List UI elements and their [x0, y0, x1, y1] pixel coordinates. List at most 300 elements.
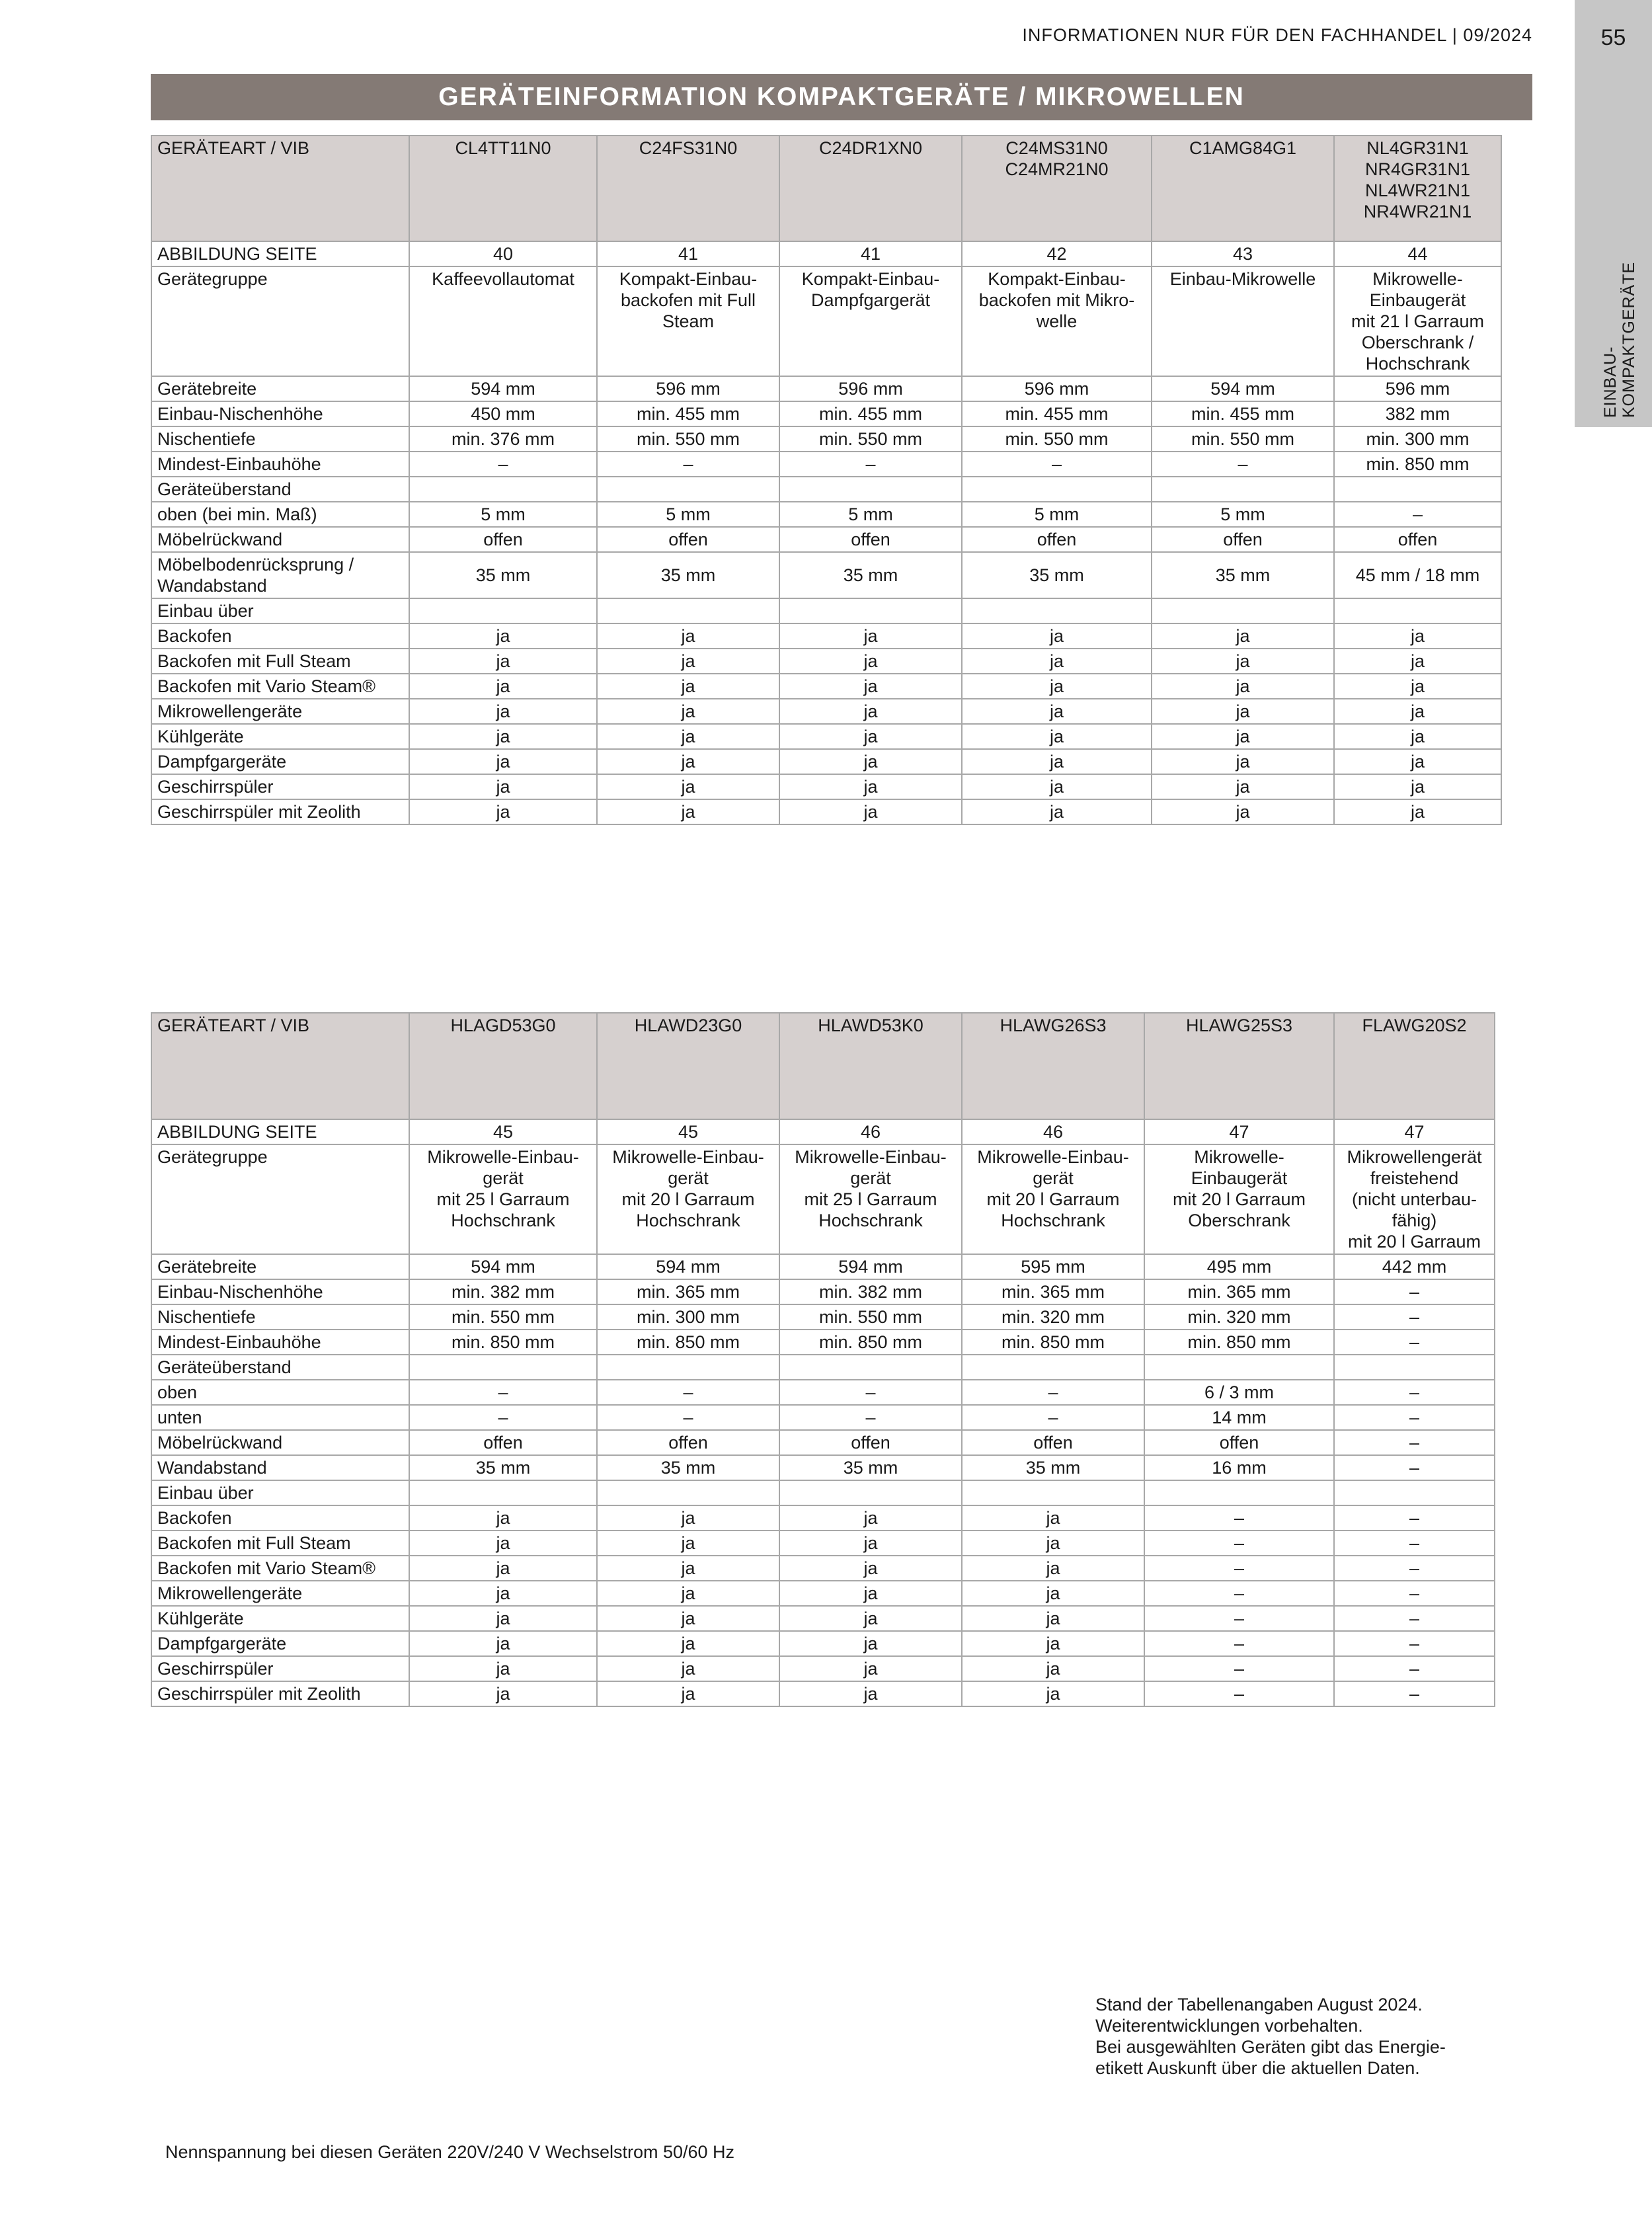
cell-line: Mikrowellengerät — [1347, 1147, 1482, 1167]
table-row — [151, 1606, 1495, 1631]
table-row — [151, 1631, 1495, 1656]
value-cell: – — [1144, 1581, 1334, 1606]
cell-line: Oberschrank — [1188, 1211, 1290, 1230]
value-cell: ja — [1152, 724, 1334, 749]
value-cell — [409, 598, 597, 623]
value-cell: ja — [962, 699, 1152, 724]
table-row — [151, 1531, 1495, 1556]
value-cell: ja — [779, 1606, 962, 1631]
value-cell: ja — [1152, 699, 1334, 724]
value-cell: – — [1334, 1556, 1495, 1581]
table-row — [151, 1556, 1495, 1581]
value-cell: ja — [1334, 749, 1501, 774]
value-cell: min. 455 mm — [779, 401, 962, 426]
value-cell: ja — [962, 1531, 1144, 1556]
value-cell — [409, 477, 597, 502]
footnote-line: Stand der Tabellenangaben August 2024. — [1095, 1995, 1423, 2014]
value-cell: 6 / 3 mm — [1144, 1380, 1334, 1405]
cell-line: backofen mit Full — [620, 290, 756, 310]
value-cell: ja — [597, 1656, 779, 1681]
value-cell — [962, 1355, 1144, 1380]
value-cell: offen — [597, 1430, 779, 1455]
row-label-cell — [151, 552, 409, 598]
row-label-cell: Gerätegruppe — [151, 1144, 409, 1254]
cell-line: C24FS31N0 — [639, 138, 738, 158]
value-cell: 35 mm — [779, 1455, 962, 1480]
row-label-cell: Geschirrspüler — [151, 1656, 409, 1681]
value-cell: ja — [779, 1681, 962, 1706]
table-row — [151, 1656, 1495, 1681]
value-cell: – — [1334, 1681, 1495, 1706]
table-row — [151, 1480, 1495, 1505]
row-label-cell: Wandabstand — [151, 1455, 409, 1480]
value-cell: ja — [597, 699, 779, 724]
value-cell: – — [1334, 1304, 1495, 1330]
table-row — [151, 623, 1501, 649]
value-cell: ja — [1334, 724, 1501, 749]
value-cell: – — [1144, 1656, 1334, 1681]
value-cell: ja — [409, 799, 597, 824]
value-cell: 594 mm — [409, 376, 597, 401]
value-cell: 43 — [1152, 241, 1334, 266]
model-header-cell — [409, 136, 597, 241]
row-label-cell: Mindest-Einbauhöhe — [151, 452, 409, 477]
row-label-cell: oben (bei min. Maß) — [151, 502, 409, 527]
cell-line: welle — [1036, 311, 1078, 331]
value-cell: ja — [409, 674, 597, 699]
value-cell: 5 mm — [962, 502, 1152, 527]
value-cell: ja — [1152, 649, 1334, 674]
table-row — [151, 674, 1501, 699]
value-cell — [1334, 1355, 1495, 1380]
value-cell: ja — [779, 799, 962, 824]
value-cell — [779, 1480, 962, 1505]
value-cell: ja — [409, 1681, 597, 1706]
cell-line: Mikrowelle- — [1194, 1147, 1284, 1167]
cell-line: mit 25 l Garraum — [436, 1189, 570, 1209]
cell-line: gerät — [483, 1168, 524, 1188]
cell-line: Dampfgargerät — [810, 290, 931, 310]
cell-line: gerät — [668, 1168, 709, 1188]
value-cell: min. 382 mm — [409, 1279, 597, 1304]
row-label-cell: Geräteüberstand — [151, 477, 409, 502]
value-cell: 5 mm — [1152, 502, 1334, 527]
row-label-cell: unten — [151, 1405, 409, 1430]
row-label-cell: Backofen mit Vario Steam® — [151, 674, 409, 699]
value-cell: 47 — [1334, 1119, 1495, 1144]
value-cell: 596 mm — [779, 376, 962, 401]
value-cell: 42 — [962, 241, 1152, 266]
row-label-cell: Möbelrückwand — [151, 527, 409, 552]
table-row — [151, 1681, 1495, 1706]
value-cell — [597, 598, 779, 623]
value-cell — [779, 1355, 962, 1380]
table-row — [151, 266, 1501, 376]
value-cell: 47 — [1144, 1119, 1334, 1144]
value-cell: – — [409, 452, 597, 477]
value-cell: ja — [409, 623, 597, 649]
value-cell: 14 mm — [1144, 1405, 1334, 1430]
table-row — [151, 452, 1501, 477]
row-label-cell: Mikrowellengeräte — [151, 1581, 409, 1606]
table-row — [151, 376, 1501, 401]
value-cell: offen — [779, 527, 962, 552]
row-label-cell: Dampfgargeräte — [151, 749, 409, 774]
cell-line: C1AMG84G1 — [1189, 138, 1297, 158]
value-cell: – — [962, 1405, 1144, 1430]
value-cell: ja — [962, 1631, 1144, 1656]
header-text: INFORMATIONEN NUR FÜR DEN FACHHANDEL | 09/2024 — [1022, 25, 1532, 45]
value-cell: – — [1334, 1279, 1495, 1304]
value-cell: min. 455 mm — [1152, 401, 1334, 426]
value-cell: 382 mm — [1334, 401, 1501, 426]
value-cell: ja — [597, 1606, 779, 1631]
side-label-line: EINBAU- — [1601, 346, 1620, 418]
cell-line: HLAGD53G0 — [450, 1015, 556, 1035]
value-cell: ja — [597, 774, 779, 799]
value-cell: offen — [1152, 527, 1334, 552]
value-cell: 45 — [597, 1119, 779, 1144]
side-label-line: KOMPAKTGERÄTE — [1620, 261, 1638, 418]
model-header-cell — [1144, 1013, 1334, 1119]
value-cell: 596 mm — [962, 376, 1152, 401]
footnote-line: etikett Auskunft über die aktuellen Daten. — [1095, 2058, 1420, 2078]
value-cell: ja — [409, 649, 597, 674]
cell-line: Hochschrank — [1001, 1211, 1105, 1230]
footnote-line: Weiterentwicklungen vorbehalten. — [1095, 2016, 1363, 2036]
value-cell: ja — [779, 724, 962, 749]
table-row — [151, 1254, 1495, 1279]
value-cell: – — [1334, 1505, 1495, 1531]
cell-line: Kompakt-Einbau- — [988, 269, 1126, 289]
cell-line: C24MR21N0 — [1005, 159, 1109, 179]
value-cell — [1144, 1480, 1334, 1505]
value-cell — [962, 598, 1152, 623]
value-cell: 595 mm — [962, 1254, 1144, 1279]
value-cell: 442 mm — [1334, 1254, 1495, 1279]
value-cell: 41 — [597, 241, 779, 266]
value-cell: ja — [962, 799, 1152, 824]
value-cell: min. 850 mm — [409, 1330, 597, 1355]
value-cell: 35 mm — [779, 552, 962, 598]
value-cell: 35 mm — [409, 1455, 597, 1480]
row-label-cell: Einbau-Nischenhöhe — [151, 401, 409, 426]
value-cell: min. 300 mm — [597, 1304, 779, 1330]
side-section-label — [1601, 262, 1638, 418]
row-label-cell: oben — [151, 1380, 409, 1405]
value-cell: ja — [409, 749, 597, 774]
cell-line: mit 20 l Garraum — [986, 1189, 1120, 1209]
table-row — [151, 774, 1501, 799]
table-row — [151, 1430, 1495, 1455]
row-label-cell: Geschirrspüler mit Zeolith — [151, 799, 409, 824]
row-label-cell: Geschirrspüler mit Zeolith — [151, 1681, 409, 1706]
cell-line: fähig) — [1392, 1211, 1437, 1230]
value-cell — [962, 1480, 1144, 1505]
value-cell — [1334, 1144, 1495, 1254]
value-cell: – — [779, 1405, 962, 1430]
row-label-cell: Backofen — [151, 1505, 409, 1531]
value-cell: – — [409, 1405, 597, 1430]
value-cell: 35 mm — [962, 552, 1152, 598]
cell-line: Hochschrank — [451, 1211, 555, 1230]
table-row — [151, 401, 1501, 426]
value-cell: ja — [1334, 623, 1501, 649]
row-label-cell: Nischentiefe — [151, 426, 409, 452]
cell-line: Kompakt-Einbau- — [801, 269, 940, 289]
row-label-cell: Backofen mit Vario Steam® — [151, 1556, 409, 1581]
value-cell: 594 mm — [1152, 376, 1334, 401]
value-cell: ja — [779, 623, 962, 649]
value-cell: ja — [1334, 649, 1501, 674]
value-cell — [1334, 1480, 1495, 1505]
cell-line: HLAWD23G0 — [634, 1015, 742, 1035]
value-cell: – — [1334, 1380, 1495, 1405]
value-cell: ja — [409, 774, 597, 799]
cell-line: Einbaugerät — [1191, 1168, 1288, 1188]
value-cell: ja — [409, 1656, 597, 1681]
cell-line: Steam — [662, 311, 715, 331]
value-cell: offen — [597, 527, 779, 552]
value-cell: ja — [409, 724, 597, 749]
value-cell: – — [1334, 1606, 1495, 1631]
value-cell: ja — [409, 1556, 597, 1581]
table-row — [151, 724, 1501, 749]
value-cell: – — [1144, 1531, 1334, 1556]
spec-table-2 — [151, 1012, 1495, 1707]
value-cell: – — [1144, 1505, 1334, 1531]
value-cell: ja — [1152, 749, 1334, 774]
value-cell: ja — [962, 1681, 1144, 1706]
value-cell: 16 mm — [1144, 1455, 1334, 1480]
value-cell — [597, 266, 779, 376]
cell-line: gerät — [850, 1168, 891, 1188]
value-cell: min. 550 mm — [779, 426, 962, 452]
cell-line: CL4TT11N0 — [455, 138, 551, 158]
model-header-cell — [1152, 136, 1334, 241]
table-row — [151, 552, 1501, 598]
value-cell: ja — [779, 1656, 962, 1681]
value-cell: ja — [779, 649, 962, 674]
cell-line: Hochschrank — [636, 1211, 740, 1230]
value-cell: min. 320 mm — [962, 1304, 1144, 1330]
value-cell: ja — [962, 1606, 1144, 1631]
table-row — [151, 1455, 1495, 1480]
cell-line: Mikrowelle-Einbau- — [977, 1147, 1129, 1167]
value-cell: ja — [779, 699, 962, 724]
value-cell — [962, 266, 1152, 376]
value-cell — [597, 1355, 779, 1380]
value-cell: – — [1334, 1405, 1495, 1430]
value-cell: ja — [597, 1556, 779, 1581]
value-cell: ja — [409, 1631, 597, 1656]
value-cell: 35 mm — [597, 1455, 779, 1480]
cell-line: NR4WR21N1 — [1363, 202, 1472, 221]
row-label-cell: Kühlgeräte — [151, 724, 409, 749]
table-row — [151, 1505, 1495, 1531]
value-cell: ja — [597, 649, 779, 674]
model-header-cell — [597, 1013, 779, 1119]
row-label-cell: Kühlgeräte — [151, 1606, 409, 1631]
voltage-note: Nennspannung bei diesen Geräten 220V/240 V Wechselstrom 50/60 Hz — [165, 2142, 735, 2162]
value-cell: min. 300 mm — [1334, 426, 1501, 452]
cell-line: NL4WR21N1 — [1364, 180, 1471, 200]
value-cell: min. 850 mm — [779, 1330, 962, 1355]
value-cell: min. 365 mm — [962, 1279, 1144, 1304]
value-cell — [962, 477, 1152, 502]
value-cell: ja — [779, 1556, 962, 1581]
row-label-cell: Gerätebreite — [151, 376, 409, 401]
row-label-cell: ABBILDUNG SEITE — [151, 241, 409, 266]
value-cell: ja — [962, 1556, 1144, 1581]
cell-line: mit 25 l Garraum — [804, 1189, 937, 1209]
value-cell: min. 550 mm — [779, 1304, 962, 1330]
value-cell: 596 mm — [597, 376, 779, 401]
value-cell: 35 mm — [597, 552, 779, 598]
cell-line: Wandabstand — [157, 576, 267, 596]
value-cell: 35 mm — [962, 1455, 1144, 1480]
table-row — [151, 1405, 1495, 1430]
model-header-cell — [1334, 136, 1501, 241]
value-cell: 5 mm — [597, 502, 779, 527]
value-cell: ja — [1152, 674, 1334, 699]
value-cell: ja — [1334, 774, 1501, 799]
value-cell: 44 — [1334, 241, 1501, 266]
value-cell: min. 550 mm — [409, 1304, 597, 1330]
value-cell — [779, 477, 962, 502]
value-cell: ja — [962, 1505, 1144, 1531]
value-cell — [597, 477, 779, 502]
value-cell: – — [962, 452, 1152, 477]
value-cell: ja — [409, 699, 597, 724]
cell-line: mit 21 l Garraum — [1351, 311, 1485, 331]
header-label-cell: GERÄTEART / VIB — [151, 136, 409, 241]
row-label-cell: Geschirrspüler — [151, 774, 409, 799]
value-cell: ja — [597, 1581, 779, 1606]
value-cell: min. 850 mm — [962, 1330, 1144, 1355]
value-cell: ja — [597, 1681, 779, 1706]
value-cell: 40 — [409, 241, 597, 266]
model-header-cell — [409, 1013, 597, 1119]
row-label-cell: Gerätegruppe — [151, 266, 409, 376]
table-row — [151, 241, 1501, 266]
row-label-cell: Mindest-Einbauhöhe — [151, 1330, 409, 1355]
value-cell — [1152, 598, 1334, 623]
value-cell: – — [1334, 1531, 1495, 1556]
table-row — [151, 1380, 1495, 1405]
table-row — [151, 527, 1501, 552]
value-cell: ja — [779, 1581, 962, 1606]
value-cell: – — [1144, 1681, 1334, 1706]
row-label-cell: Geräteüberstand — [151, 1355, 409, 1380]
cell-line: Einbau-Mikrowelle — [1169, 269, 1316, 289]
value-cell: ja — [962, 774, 1152, 799]
value-cell — [1152, 477, 1334, 502]
model-header-cell — [597, 136, 779, 241]
table-row — [151, 1144, 1495, 1254]
value-cell — [1334, 266, 1501, 376]
value-cell: min. 365 mm — [597, 1279, 779, 1304]
cell-line: Mikrowelle-Einbau- — [612, 1147, 764, 1167]
value-cell: offen — [409, 527, 597, 552]
cell-line: NR4GR31N1 — [1364, 159, 1471, 179]
value-cell: min. 365 mm — [1144, 1279, 1334, 1304]
value-cell: – — [1152, 452, 1334, 477]
value-cell: min. 376 mm — [409, 426, 597, 452]
model-header-cell — [962, 136, 1152, 241]
cell-line: mit 20 l Garraum — [1172, 1189, 1306, 1209]
value-cell: ja — [779, 1505, 962, 1531]
value-cell: – — [597, 1405, 779, 1430]
value-cell: min. 550 mm — [597, 426, 779, 452]
footnote — [1095, 1994, 1505, 2079]
value-cell: offen — [409, 1430, 597, 1455]
value-cell: ja — [1152, 623, 1334, 649]
cell-line: Mikrowelle-Einbau- — [795, 1147, 947, 1167]
row-label-cell: Backofen mit Full Steam — [151, 1531, 409, 1556]
value-cell: – — [409, 1380, 597, 1405]
table-row — [151, 649, 1501, 674]
value-cell: offen — [962, 527, 1152, 552]
value-cell: – — [597, 1380, 779, 1405]
value-cell: min. 850 mm — [1334, 452, 1501, 477]
value-cell: – — [1334, 1656, 1495, 1681]
cell-line: FLAWG20S2 — [1362, 1015, 1467, 1035]
value-cell: – — [1334, 1330, 1495, 1355]
row-label-cell: Einbau-Nischenhöhe — [151, 1279, 409, 1304]
value-cell: 46 — [962, 1119, 1144, 1144]
value-cell: min. 550 mm — [962, 426, 1152, 452]
value-cell: ja — [409, 1531, 597, 1556]
value-cell — [409, 1480, 597, 1505]
value-cell: ja — [779, 1631, 962, 1656]
value-cell: ja — [779, 774, 962, 799]
model-header-cell — [779, 136, 962, 241]
page-tab — [1575, 0, 1652, 427]
value-cell: 45 — [409, 1119, 597, 1144]
value-cell: ja — [1334, 674, 1501, 699]
value-cell: – — [1334, 502, 1501, 527]
value-cell: – — [1144, 1556, 1334, 1581]
table-header-row — [151, 136, 1501, 241]
value-cell: min. 850 mm — [597, 1330, 779, 1355]
value-cell: ja — [597, 724, 779, 749]
row-label-cell: ABBILDUNG SEITE — [151, 1119, 409, 1144]
value-cell: 35 mm — [409, 552, 597, 598]
row-label-cell: Mikrowellengeräte — [151, 699, 409, 724]
table-row — [151, 749, 1501, 774]
table-row — [151, 1304, 1495, 1330]
value-cell — [1144, 1355, 1334, 1380]
table-header-row — [151, 1013, 1495, 1119]
value-cell: – — [1334, 1430, 1495, 1455]
row-label-cell: Backofen mit Full Steam — [151, 649, 409, 674]
value-cell — [1334, 477, 1501, 502]
value-cell: – — [1334, 1631, 1495, 1656]
value-cell: 46 — [779, 1119, 962, 1144]
table-row — [151, 1330, 1495, 1355]
value-cell: ja — [1334, 799, 1501, 824]
value-cell: 450 mm — [409, 401, 597, 426]
model-header-cell — [779, 1013, 962, 1119]
value-cell: ja — [409, 1505, 597, 1531]
cell-line: Oberschrank / — [1361, 333, 1474, 352]
spec-table-1 — [151, 135, 1502, 825]
value-cell: ja — [597, 674, 779, 699]
value-cell: ja — [597, 799, 779, 824]
value-cell: ja — [1152, 774, 1334, 799]
cell-line: freistehend — [1370, 1168, 1459, 1188]
